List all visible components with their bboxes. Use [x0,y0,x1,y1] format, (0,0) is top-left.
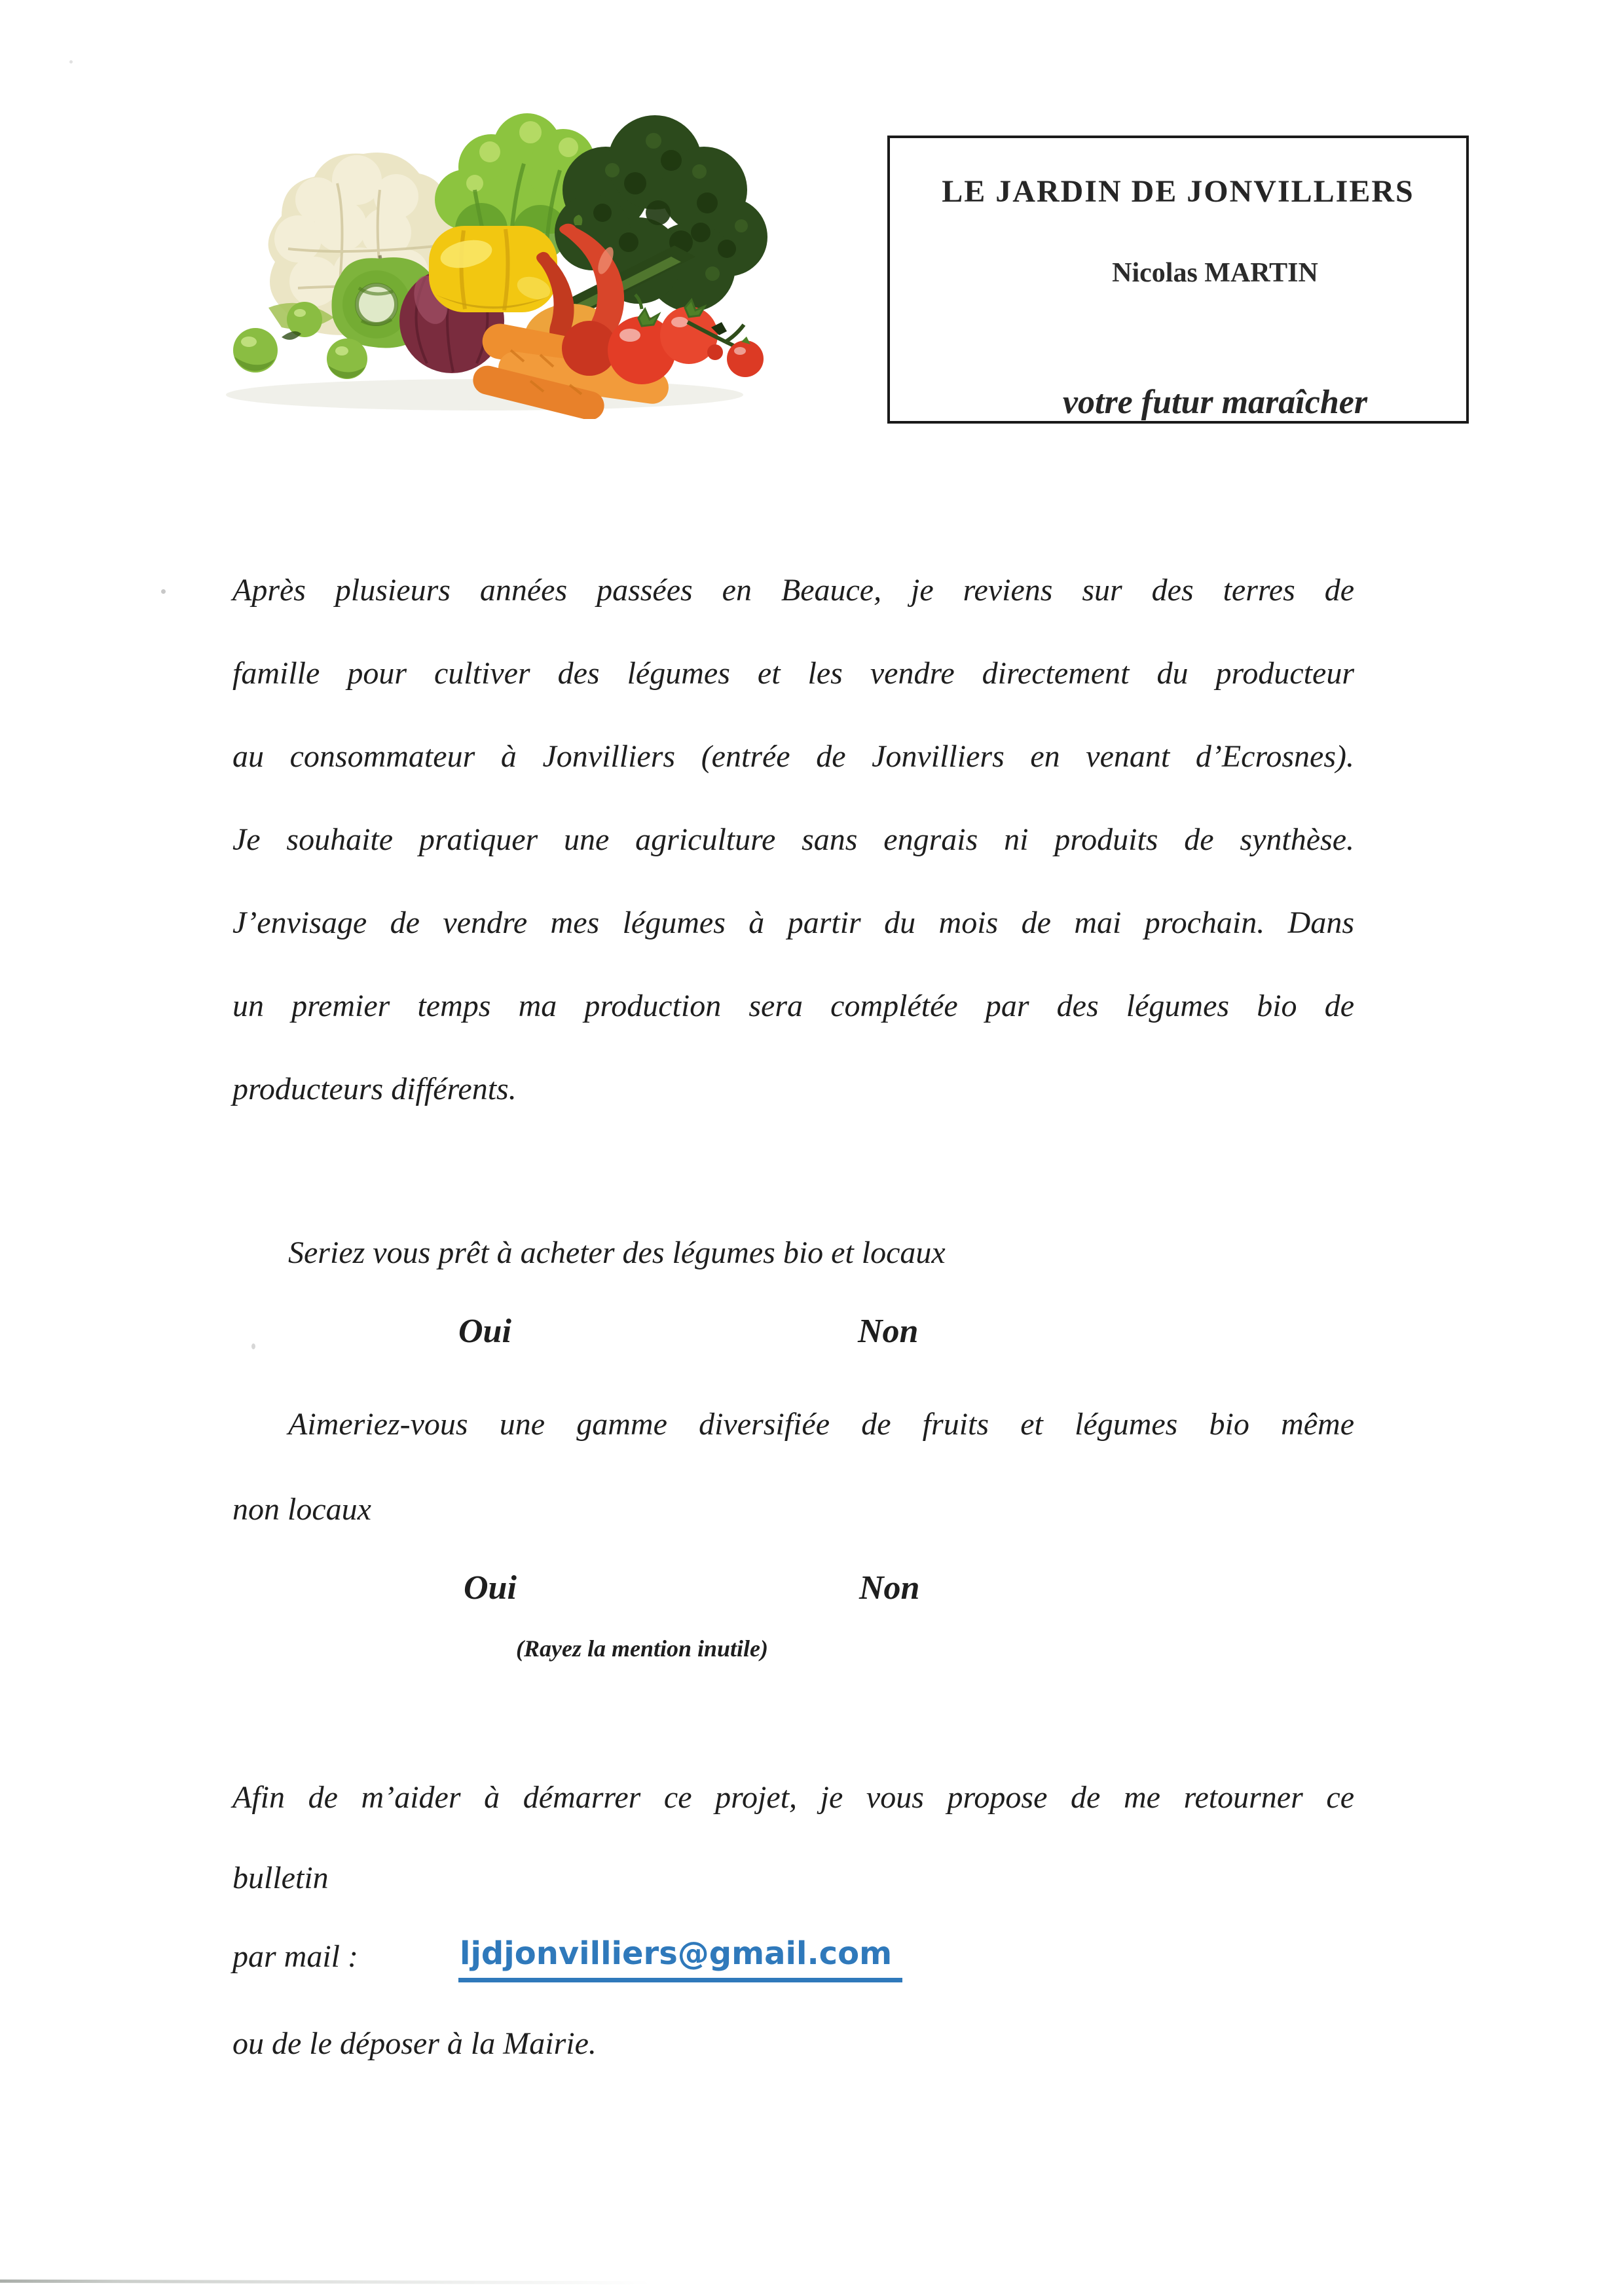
closing-line: Afin de m’aider à démarrer ce projet, je vous propose de me retourner ce [232,1780,1354,1815]
intro-line: Je souhaite pratiquer une agriculture sans engrais ni produits de synthèse. [232,822,1354,857]
scan-speck [69,60,73,64]
closing-line-mairie: ou de le déposer à la Mairie. [232,2026,597,2061]
question-1-option-no: Non [858,1313,919,1350]
question-2-line-1: Aimeriez-vous une gamme diversifiée de fruits et légumes bio même [288,1407,1354,1442]
intro-line: producteurs différents. [232,1072,517,1106]
scan-speck [251,1343,255,1349]
yellow-pepper [429,226,557,312]
intro-line: au consommateur à Jonvilliers (entrée de Jonvilliers en venant d’Ecrosnes). [232,739,1354,774]
intro-line: famille pour cultiver des légumes et les vendre directement du producteur [232,656,1354,691]
strike-out-note: (Rayez la mention inutile) [516,1635,769,1662]
mail-row [232,1915,1354,1998]
scan-artifact-line [0,2280,652,2285]
intro-line: un premier temps ma production sera complétée par des légumes bio de [232,989,1354,1023]
intro-paragraph [232,549,1354,1131]
header-box [887,136,1469,424]
question-1: Seriez vous prêt à acheter des légumes bio et locaux [288,1235,946,1270]
scan-speck [161,589,166,594]
intro-line: Après plusieurs années passées en Beauce, je reviens sur des terres de [232,573,1354,608]
business-name: LE JARDIN DE JONVILLIERS [942,174,1414,209]
tagline: votre futur maraîcher [1062,384,1368,421]
owner-name: Nicolas MARTIN [1112,258,1318,288]
question-2-option-no: Non [859,1569,920,1607]
vegetables-photo [183,92,773,419]
mail-label: par mail : [232,1939,358,1974]
closing-line-bulletin: bulletin [232,1861,329,1895]
closing-paragraph [232,1756,1354,1839]
intro-line: J’envisage de vendre mes légumes à partir du mois de mai prochain. Dans [232,905,1354,940]
question-2-line-2: non locaux [232,1492,371,1527]
question-2-option-yes: Oui [464,1569,517,1607]
email-link[interactable]: ljdjonvilliers@gmail.com [458,1933,902,1982]
question-1-option-yes: Oui [458,1313,511,1350]
